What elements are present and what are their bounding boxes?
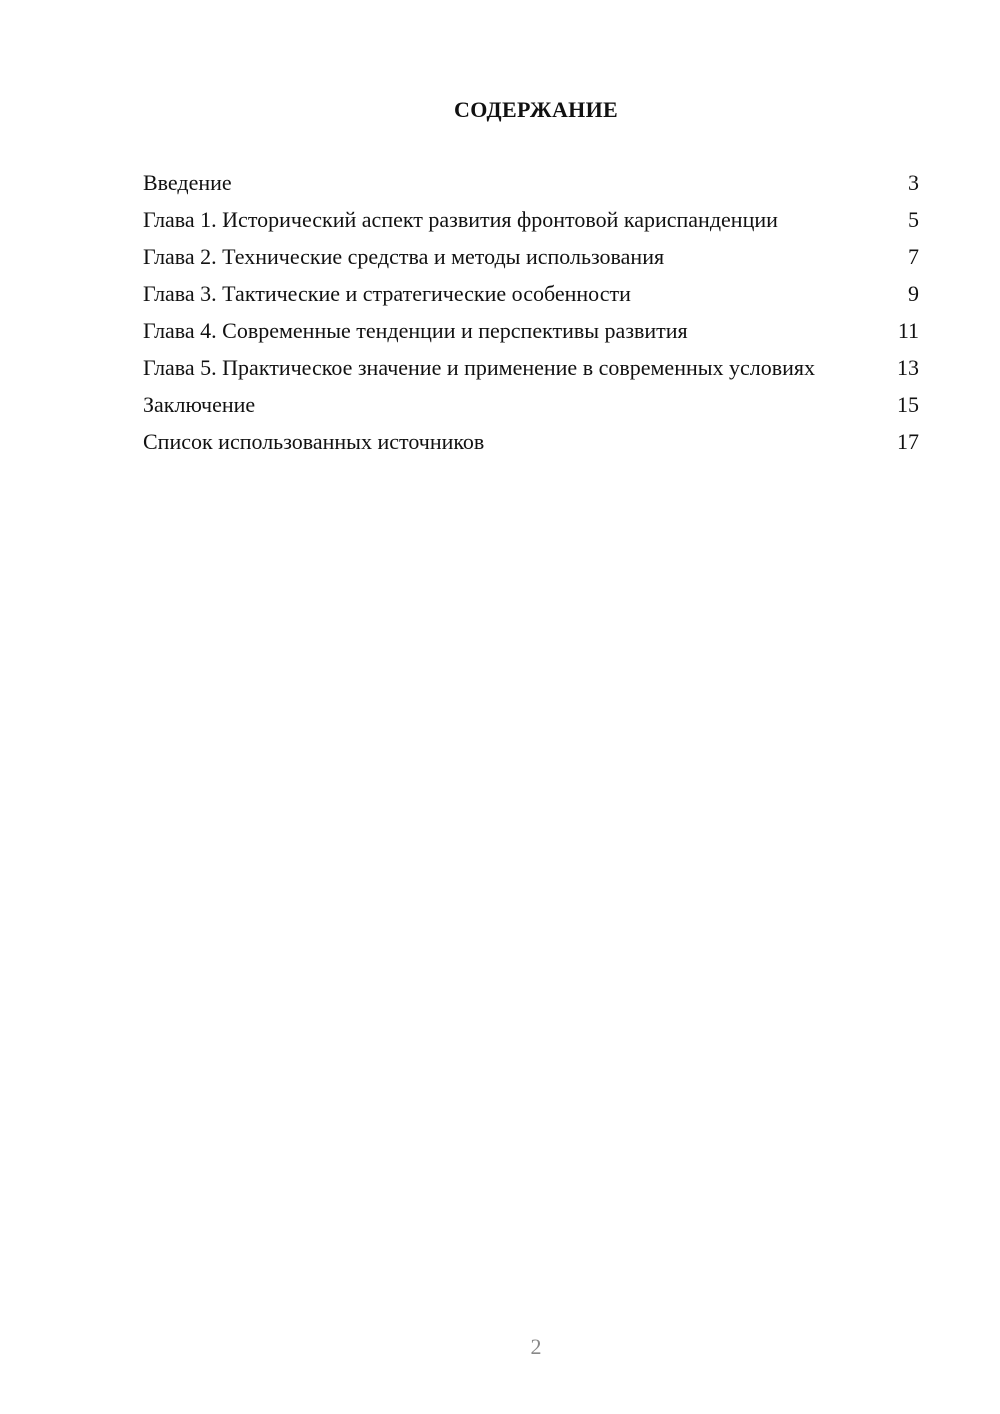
toc-entry-label: Глава 1. Исторический аспект развития фронтовой кариспанденции xyxy=(143,207,778,232)
toc-entry-page: 7 xyxy=(908,244,919,269)
toc-entry-label: Заключение xyxy=(143,392,256,417)
toc-entry-chapter-1[interactable] xyxy=(143,207,919,233)
toc-entry-page: 11 xyxy=(897,318,919,343)
toc-entry-chapter-2[interactable] xyxy=(143,244,919,270)
toc-entry-label: Глава 2. Технические средства и методы использования xyxy=(143,244,665,269)
toc-entry-conclusion[interactable] xyxy=(143,392,919,418)
page-number: 2 xyxy=(530,1334,542,1359)
toc-entry-chapter-3[interactable] xyxy=(143,281,919,307)
toc-entry-chapter-4[interactable] xyxy=(143,318,919,344)
toc-entry-page: 13 xyxy=(897,355,919,380)
toc-entry-label: Список использованных источников xyxy=(143,429,485,454)
toc-entry-references[interactable] xyxy=(143,429,919,455)
toc-entry-label: Глава 5. Практическое значение и применение в современных условиях xyxy=(143,355,816,380)
toc-entry-page: 9 xyxy=(908,281,919,306)
toc-entry-label: Глава 4. Современные тенденции и перспективы развития xyxy=(143,318,688,343)
toc-entry-introduction[interactable] xyxy=(143,170,919,196)
toc-entry-chapter-5[interactable] xyxy=(143,355,919,381)
toc-entry-page: 5 xyxy=(908,207,919,232)
toc-entry-page: 3 xyxy=(908,170,919,195)
table-of-contents xyxy=(143,170,919,466)
toc-entry-page: 17 xyxy=(897,429,919,454)
page-title: СОДЕРЖАНИЕ xyxy=(454,97,618,122)
toc-entry-page: 15 xyxy=(897,392,919,417)
toc-entry-label: Введение xyxy=(143,170,232,195)
toc-entry-label: Глава 3. Тактические и стратегические особенности xyxy=(143,281,631,306)
